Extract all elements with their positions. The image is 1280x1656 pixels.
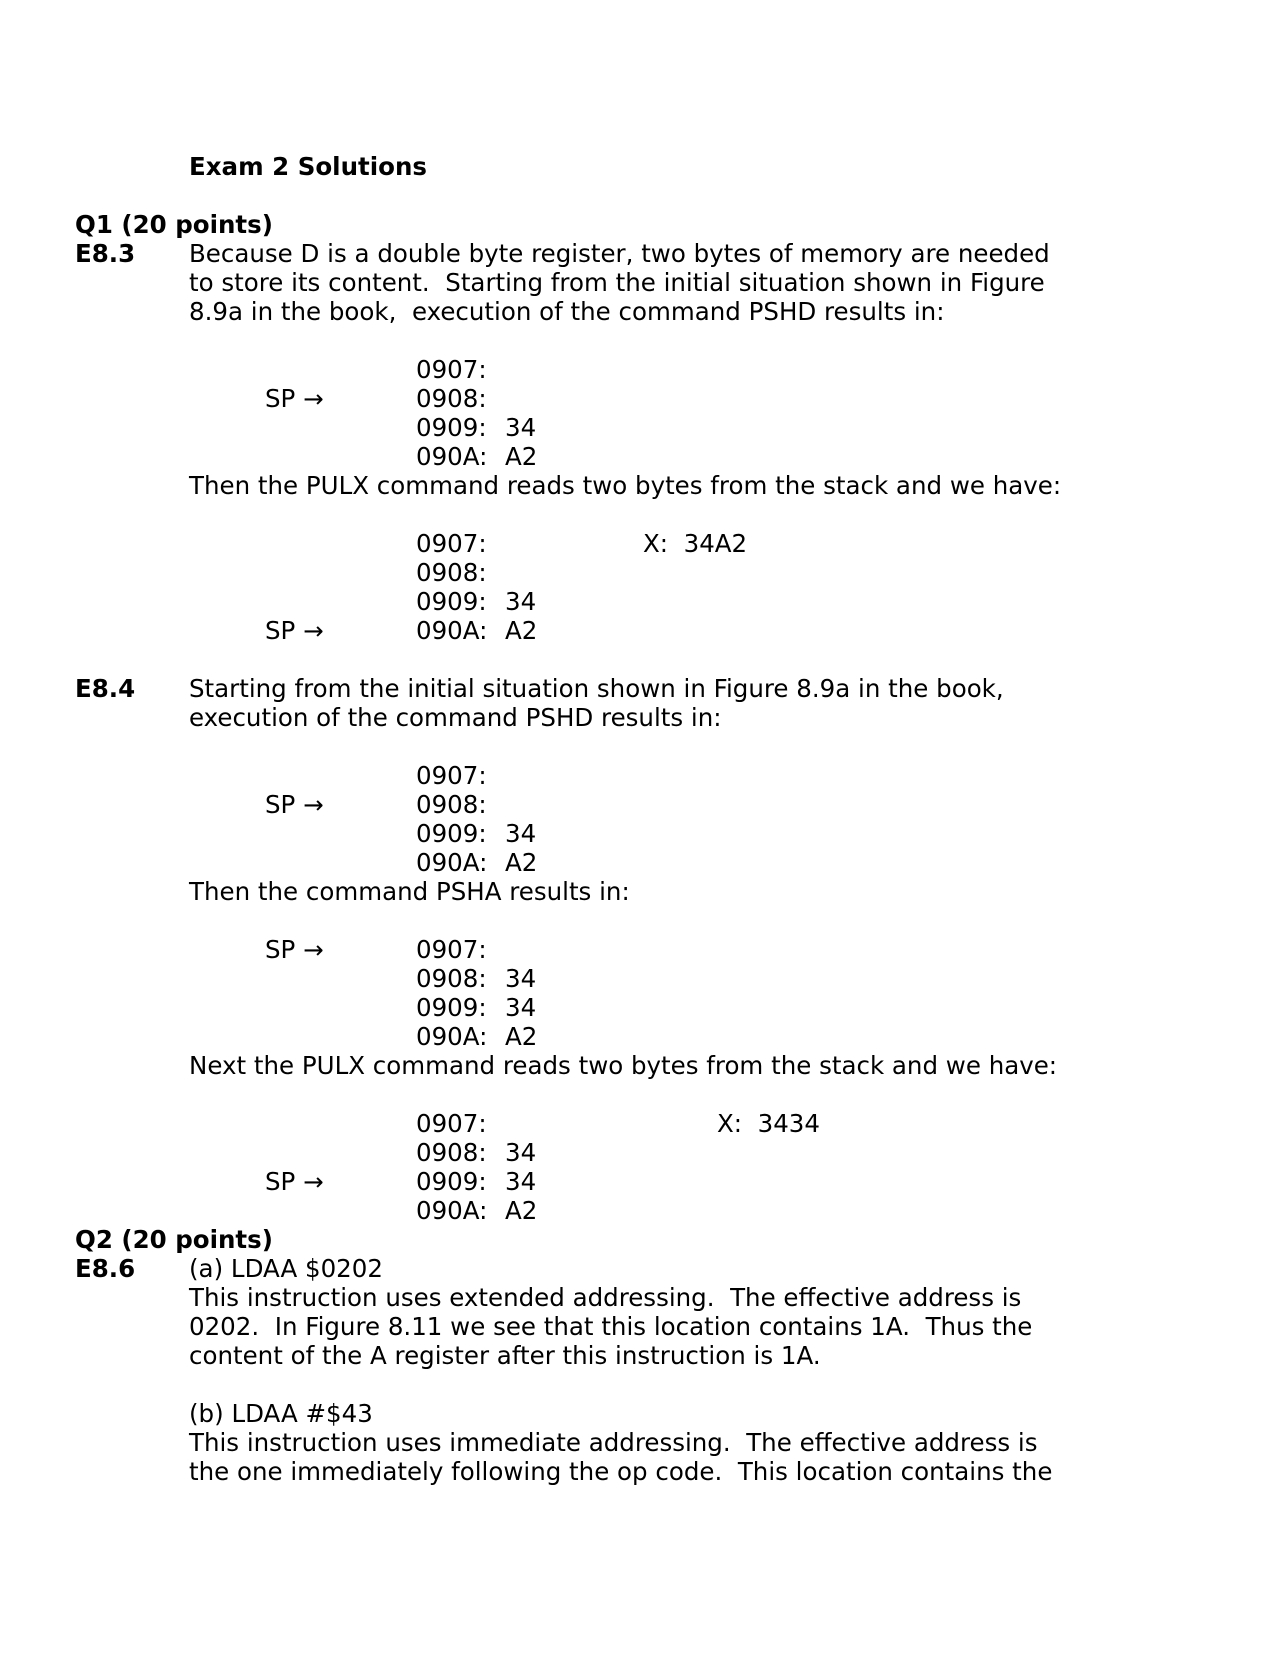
q1-heading: Q1 (20 points)	[75, 210, 273, 239]
sp-pointer: SP →	[265, 616, 324, 645]
e84-label: E8.4	[75, 674, 136, 703]
e86-a-line-3: content of the A register after this instruction is 1A.	[189, 1341, 821, 1370]
e83-then: Then the PULX command reads two bytes from the stack and we have:	[189, 471, 1062, 500]
e86-a-line-2: 0202. In Figure 8.11 we see that this location contains 1A. Thus the	[189, 1312, 1033, 1341]
stack-address: 0908:	[416, 964, 487, 993]
sp-pointer: SP →	[265, 790, 324, 819]
q2-heading: Q2 (20 points)	[75, 1225, 273, 1254]
e86-b-line-1: This instruction uses immediate addressing. The effective address is	[189, 1428, 1038, 1457]
stack-address: 0909:	[416, 819, 487, 848]
stack-address: 0907:	[416, 761, 487, 790]
x-register-value: X: 34A2	[643, 529, 748, 558]
e86-label: E8.6	[75, 1254, 136, 1283]
stack-address: 0908:	[416, 1138, 487, 1167]
e84-line-2: execution of the command PSHD results in:	[189, 703, 722, 732]
stack-address: 090A:	[416, 616, 488, 645]
stack-address: 090A:	[416, 848, 488, 877]
e83-line-3: 8.9a in the book, execution of the command PSHD results in:	[189, 297, 945, 326]
e83-label: E8.3	[75, 239, 136, 268]
stack-address: 0909:	[416, 993, 487, 1022]
stack-value: A2	[505, 1196, 538, 1225]
e84-then-1: Then the command PSHA results in:	[189, 877, 630, 906]
e86-a-line-1: This instruction uses extended addressing. The effective address is	[189, 1283, 1022, 1312]
stack-value: 34	[505, 1138, 537, 1167]
stack-address: 0908:	[416, 790, 487, 819]
stack-address: 0907:	[416, 1109, 487, 1138]
stack-address: 0909:	[416, 413, 487, 442]
stack-value: A2	[505, 848, 538, 877]
e84-line-1: Starting from the initial situation shown in Figure 8.9a in the book,	[189, 674, 1004, 703]
stack-address: 0907:	[416, 355, 487, 384]
stack-value: A2	[505, 442, 538, 471]
sp-pointer: SP →	[265, 935, 324, 964]
e83-line-2: to store its content. Starting from the initial situation shown in Figure	[189, 268, 1045, 297]
stack-address: 0909:	[416, 1167, 487, 1196]
stack-address: 0908:	[416, 384, 487, 413]
stack-address: 0907:	[416, 529, 487, 558]
stack-address: 090A:	[416, 1196, 488, 1225]
stack-value: 34	[505, 587, 537, 616]
page-title: Exam 2 Solutions	[189, 152, 427, 181]
e86-a-title: (a) LDAA $0202	[189, 1254, 383, 1283]
stack-address: 0907:	[416, 935, 487, 964]
stack-value: 34	[505, 1167, 537, 1196]
sp-pointer: SP →	[265, 1167, 324, 1196]
stack-value: 34	[505, 993, 537, 1022]
stack-value: 34	[505, 819, 537, 848]
stack-address: 0908:	[416, 558, 487, 587]
stack-value: 34	[505, 964, 537, 993]
stack-address: 0909:	[416, 587, 487, 616]
e84-then-2: Next the PULX command reads two bytes from the stack and we have:	[189, 1051, 1058, 1080]
x-register-value: X: 3434	[717, 1109, 820, 1138]
stack-value: A2	[505, 1022, 538, 1051]
e86-b-line-2: the one immediately following the op code. This location contains the	[189, 1457, 1053, 1486]
e83-line-1: Because D is a double byte register, two bytes of memory are needed	[189, 239, 1050, 268]
stack-address: 090A:	[416, 442, 488, 471]
stack-value: 34	[505, 413, 537, 442]
e86-b-title: (b) LDAA #$43	[189, 1399, 373, 1428]
sp-pointer: SP →	[265, 384, 324, 413]
stack-value: A2	[505, 616, 538, 645]
stack-address: 090A:	[416, 1022, 488, 1051]
